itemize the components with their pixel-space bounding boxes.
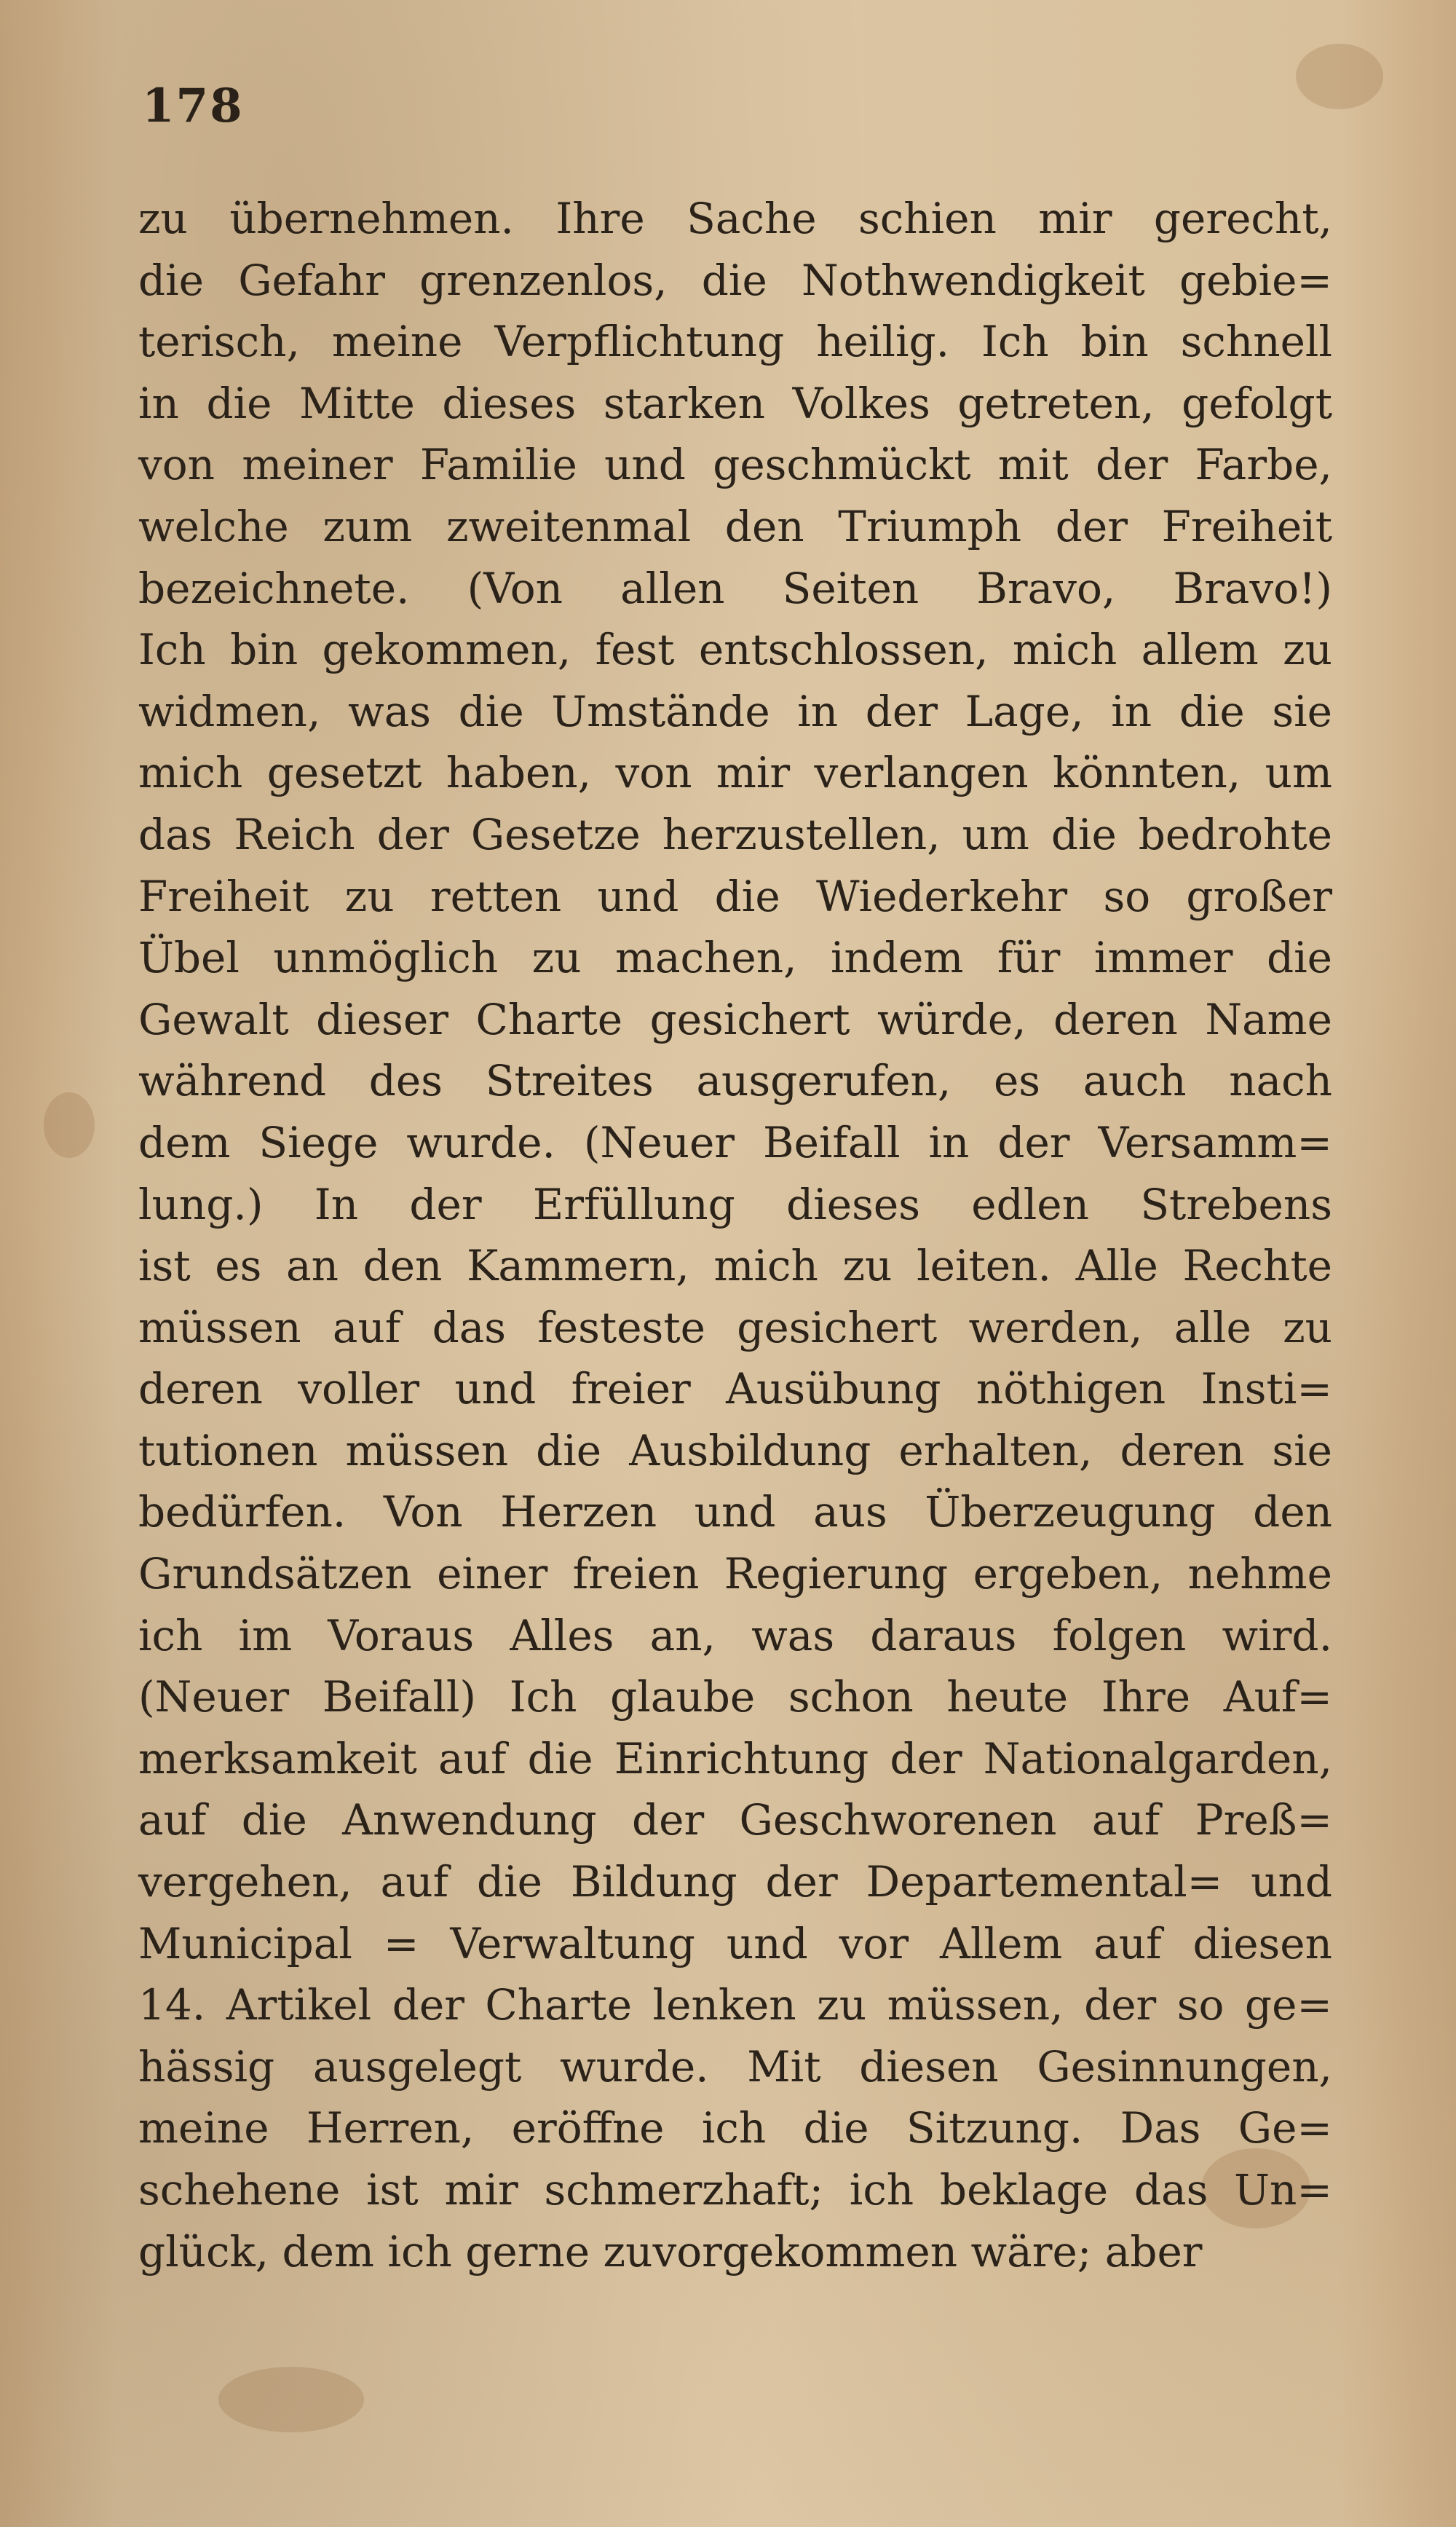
text-line: merksamkeit auf die Einrichtung der Nationalgarden, (138, 1733, 1332, 1783)
text-line: die Gefahr grenzenlos, die Nothwendigkeit gebie= (138, 255, 1332, 305)
text-line: Municipal = Verwaltung und vor Allem auf diesen (138, 1918, 1332, 1968)
text-line: welche zum zweitenmal den Triumph der Freiheit (138, 501, 1332, 551)
text-line: 14. Artikel der Charte lenken zu müssen, der so ge= (138, 1980, 1332, 2030)
text-line: Ich bin gekommen, fest entschlossen, mich allem zu (138, 625, 1332, 675)
text-line: vergehen, auf die Bildung der Departemental= und (138, 1857, 1332, 1907)
text-line: mich gesetzt haben, von mir verlangen könnten, um (138, 748, 1332, 798)
text-line: meine Herren, eröffne ich die Sitzung. Das Ge= (138, 2103, 1332, 2153)
text-line: zu übernehmen. Ihre Sache schien mir gerecht, (138, 194, 1332, 243)
text-line: das Reich der Gesetze herzustellen, um die bedrohte (138, 809, 1332, 859)
text-line: lung.) In der Erfüllung dieses edlen Strebens (138, 1179, 1332, 1229)
text-line: von meiner Familie und geschmückt mit der Farbe, (138, 440, 1332, 490)
paper-stain (44, 1092, 95, 1158)
text-line: glück, dem ich gerne zuvorgekommen wäre; aber (138, 2226, 1203, 2276)
paper-stain (1296, 44, 1383, 109)
text-line: deren voller und freier Ausübung nöthigen Insti= (138, 1364, 1332, 1414)
text-line: hässig ausgelegt wurde. Mit diesen Gesinnungen, (138, 2041, 1332, 2092)
text-line: ich im Voraus Alles an, was daraus folgen wird. (138, 1610, 1332, 1660)
text-line: dem Siege wurde. (Neuer Beifall in der Versamm= (138, 1117, 1332, 1167)
text-line: Freiheit zu retten und die Wiederkehr so großer (138, 871, 1332, 921)
text-line: widmen, was die Umstände in der Lage, in die sie (138, 686, 1332, 736)
text-line: schehene ist mir schmerzhaft; ich beklage das Un= (138, 2165, 1332, 2215)
text-line: ist es an den Kammern, mich zu leiten. Alle Rechte (138, 1241, 1332, 1291)
text-line: während des Streites ausgerufen, es auch nach (138, 1056, 1332, 1106)
page-number: 178 (142, 79, 244, 133)
text-line: tutionen müssen die Ausbildung erhalten, deren sie (138, 1425, 1332, 1475)
text-line: auf die Anwendung der Geschworenen auf Preß= (138, 1795, 1332, 1845)
text-line: in die Mitte dieses starken Volkes getreten, gefolgt (138, 378, 1332, 428)
text-line: bedürfen. Von Herzen und aus Überzeugung den (138, 1487, 1332, 1537)
body-text (138, 188, 1332, 2282)
text-line: Grundsätzen einer freien Regierung ergeben, nehme (138, 1549, 1332, 1599)
text-line: Gewalt dieser Charte gesichert würde, deren Name (138, 994, 1332, 1044)
text-line: (Neuer Beifall) Ich glaube schon heute Ihre Auf= (138, 1672, 1332, 1722)
text-line: Übel unmöglich zu machen, indem für immer die (138, 933, 1332, 983)
text-line: müssen auf das festeste gesichert werden, alle zu (138, 1302, 1332, 1352)
text-line: terisch, meine Verpflichtung heilig. Ich bin schnell (138, 317, 1332, 367)
paper-stain (218, 2367, 364, 2432)
text-line: bezeichnete. (Von allen Seiten Bravo, Bravo!) (138, 563, 1332, 613)
